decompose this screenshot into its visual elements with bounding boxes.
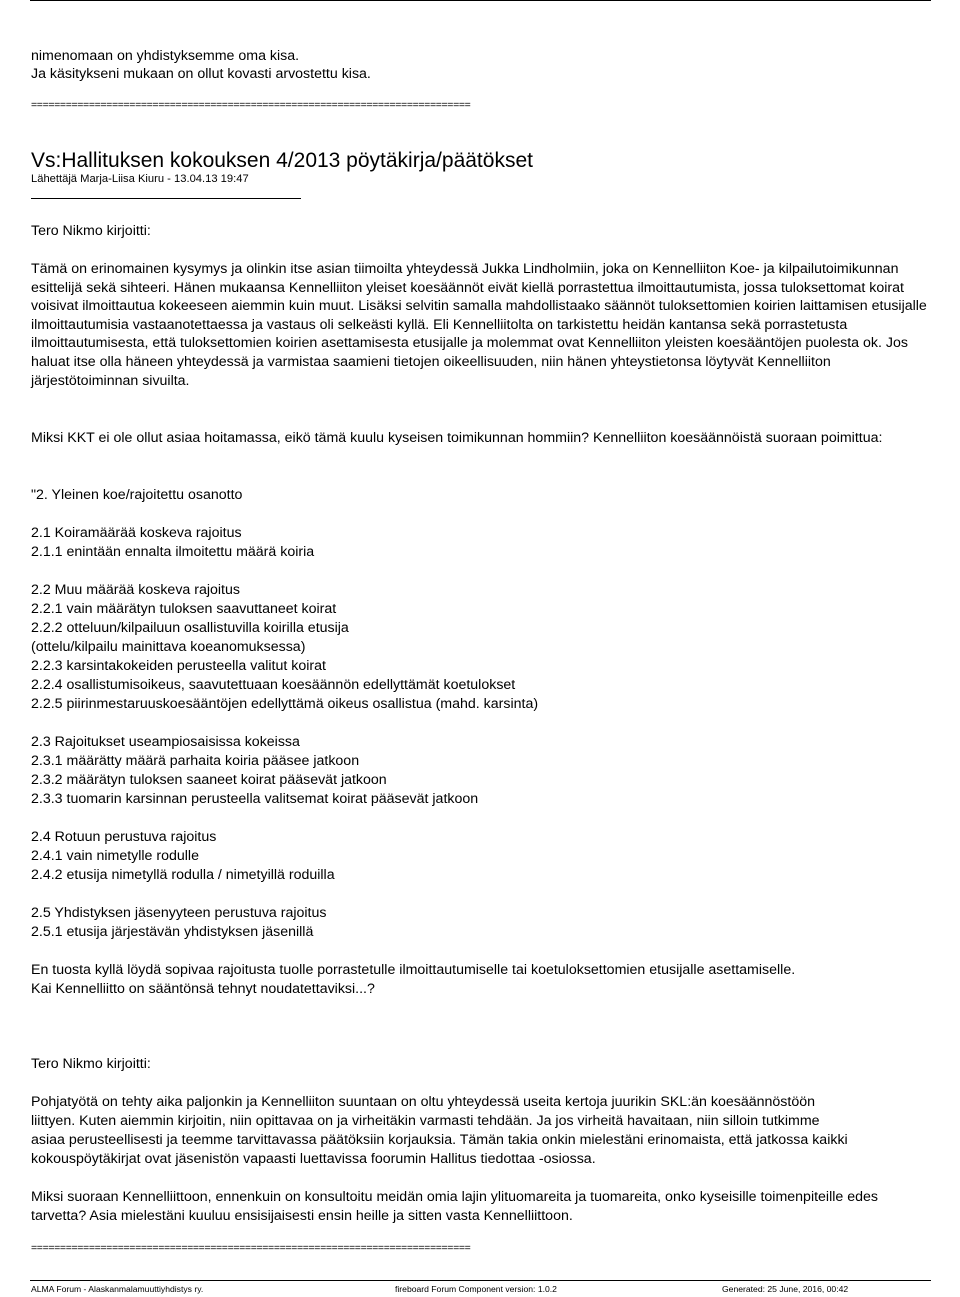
quote-line: asiaa perusteellisesti ja teemme tarvittavassa päätöksiin korjauksia. Tämän takia onkin mielestäni erinomaista, että jatkossa kaikki bbox=[31, 1132, 848, 1148]
footer-site-name: ALMA Forum - Alaskanmalamuuttiyhdistys ry. bbox=[31, 1284, 204, 1294]
title-rule bbox=[31, 198, 301, 199]
rules-line: 2.2 Muu määrää koskeva rajoitus bbox=[31, 582, 240, 598]
rules-line: 2.4.1 vain nimetylle rodulle bbox=[31, 848, 199, 864]
quote-line: Pohjatyötä on tehty aika paljonkin ja Kennelliiton suuntaan on oltu yhteydessä useita kertoja juurikin SKL:än koesäännöstöön bbox=[31, 1094, 815, 1110]
rules-line: 2.2.2 otteluun/kilpailuun osallistuvilla koirilla etusija bbox=[31, 620, 349, 636]
rules-line: 2.5.1 etusija järjestävän yhdistyksen jäsenillä bbox=[31, 924, 314, 940]
rules-line: En tuosta kyllä löydä sopivaa rajoitusta tuolle porrastetulle ilmoittautumiselle tai koetuloksettomien etusijalle asettamiselle. bbox=[31, 962, 796, 978]
post-meta: Lähettäjä Marja-Liisa Kiuru - 13.04.13 19:47 bbox=[31, 173, 249, 185]
rules-line: 2.2.5 piirinmestaruuskoesääntöjen edellyttämä oikeus osallistua (mahd. karsinta) bbox=[31, 696, 539, 712]
separator: ============================================================================ bbox=[31, 1242, 471, 1254]
quote-line: liittyen. Kuten aiemmin kirjoitin, niin opittavaa on ja virheitäkin varmasti tehdään. Ja jos virheitä havaitaan, niin silloin tutkimme bbox=[31, 1113, 820, 1129]
rules-line: 2.5 Yhdistyksen jäsenyyteen perustuva rajoitus bbox=[31, 905, 327, 921]
quote-author: Tero Nikmo kirjoitti: bbox=[31, 223, 151, 239]
rules-line: 2.1.1 enintään ennalta ilmoitettu määrä koiria bbox=[31, 544, 315, 560]
reply-question: Miksi KKT ei ole ollut asiaa hoitamassa, eikö tämä kuulu kyseisen toimikunnan hommiin? Kennelliiton koesäännöistä suoraan poimittua: bbox=[31, 430, 883, 446]
rules-line: Kai Kennelliitto on sääntönsä tehnyt noudatettaviksi...? bbox=[31, 981, 375, 997]
rules-line: (ottelu/kilpailu mainittava koeanomuksessa) bbox=[31, 639, 306, 655]
quote-author: Tero Nikmo kirjoitti: bbox=[31, 1056, 151, 1072]
rules-line: 2.3 Rajoitukset useampiosaisissa kokeissa bbox=[31, 734, 300, 750]
rules-line: "2. Yleinen koe/rajoitettu osanotto bbox=[31, 487, 243, 503]
footer-version: fireboard Forum Component version: 1.0.2 bbox=[395, 1284, 557, 1294]
rules-line: 2.1 Koiramäärää koskeva rajoitus bbox=[31, 525, 242, 541]
quote-paragraph: Tämä on erinomainen kysymys ja olinkin itse asian tiimoilta yhteydessä Jukka Lindholmiin, joka on Kennelliiton Koe- ja kilpailutoimikunnan esittelijä sekä sihteeri. Hänen mukaansa Kennelliiton yleiset koesäännöt eivät kiellä porrastettua ilmoittautumista, jossa tuloksettomat koirat voisivat ilmoittautua kokeeseen aiemmin kuin muut. Lisäksi selvitin samalla mahdollistaako säännöt tuloksettomien koirien laittamisen etusijalle ilmoittautumisia vastaanotettaessa ja vastaus oli selkeästi kyllä. Eli Kennelliitolta on tarkistettu heidän kantansa sekä porrastetusta ilmoittautumisesta, että tuloksettomien koirien asettamisesta etusijalle ja molemmat ovat Kennelliiton yleisten koesääntöjen puolesta ok. Jos haluat itse olla häneen yhteydessä ja varmistaa saamieni tietojen oikeellisuuden, niin hänen yhteystietonsa löytyvät Kennelliiton järjestötoiminnan sivuilta. bbox=[31, 261, 927, 389]
footer-rule bbox=[30, 1280, 931, 1281]
intro-line: Ja käsitykseni mukaan on ollut kovasti arvostettu kisa. bbox=[31, 66, 371, 82]
rules-line: 2.4.2 etusija nimetyllä rodulla / nimetyillä roduilla bbox=[31, 867, 335, 883]
rules-line: 2.2.3 karsintakokeiden perusteella valitut koirat bbox=[31, 658, 326, 674]
rules-line: 2.2.1 vain määrätyn tuloksen saavuttaneet koirat bbox=[31, 601, 337, 617]
quote-line: kokouspöytäkirjat ovat jäsenistön vapaasti luettavissa foorumin Hallitus tiedottaa -osiossa. bbox=[31, 1151, 596, 1167]
rules-line: 2.2.4 osallistumisoikeus, saavutettuaan koesäännön edellyttämät koetulokset bbox=[31, 677, 516, 693]
top-rule bbox=[30, 0, 931, 1]
rules-line: 2.4 Rotuun perustuva rajoitus bbox=[31, 829, 217, 845]
rules-line: 2.3.3 tuomarin karsinnan perusteella valitsemat koirat pääsevät jatkoon bbox=[31, 791, 479, 807]
separator: ============================================================================ bbox=[31, 99, 471, 111]
closing-paragraph: Miksi suoraan Kennelliittoon, ennenkuin on konsultoitu meidän omia lajin ylituomareita ja tuomareita, onko kyseisille toimenpiteille edes tarvetta? Asia mielestäni kuuluu ensisijaisesti ensin heille ja sitten vasta Kennelliittoon. bbox=[31, 1189, 878, 1224]
rules-line: 2.3.2 määrätyn tuloksen saaneet koirat pääsevät jatkoon bbox=[31, 772, 387, 788]
intro-line: nimenomaan on yhdistyksemme oma kisa. bbox=[31, 48, 300, 64]
footer-generated: Generated: 25 June, 2016, 00:42 bbox=[722, 1284, 849, 1294]
post-title: Vs:Hallituksen kokouksen 4/2013 pöytäkirja/päätökset bbox=[31, 149, 533, 172]
rules-line: 2.3.1 määrätty määrä parhaita koiria pääsee jatkoon bbox=[31, 753, 360, 769]
